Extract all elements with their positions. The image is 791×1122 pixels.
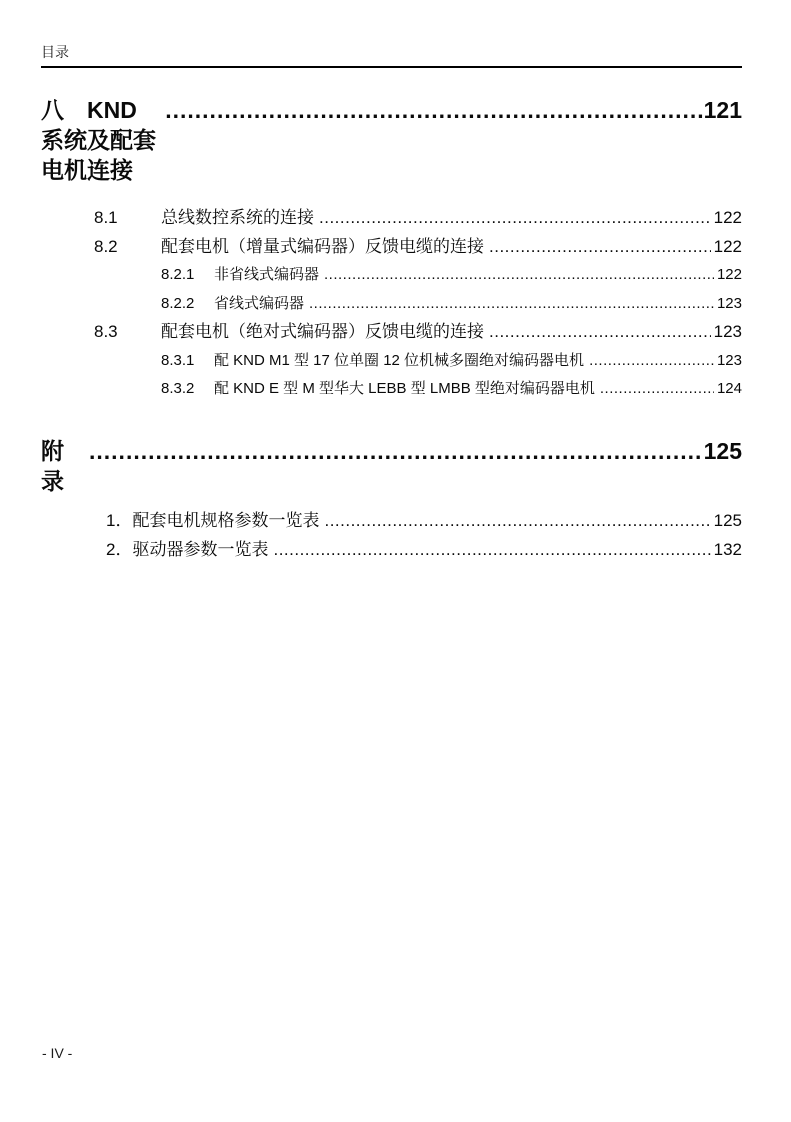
dot-leader [600,375,714,404]
footer-page-label: - IV - [42,1045,73,1061]
toc-entry-row [41,318,742,347]
dot-leader [273,535,710,565]
dot-leader [489,318,711,347]
entry-number: 8.2.2 [161,294,195,312]
dot-leader [89,436,703,466]
toc-subentry-row [41,375,742,404]
entry-number: 8.3.1 [161,351,195,369]
page-footer [42,1044,72,1062]
entry-title: 非省线式编码器 [214,266,320,283]
entry-title: 省线式编码器 [214,294,305,312]
toc-entry-row [41,233,742,262]
entry-number: 2． [106,540,133,559]
chapter-page-number: 125 [703,437,742,464]
toc-subentry-row [41,290,742,319]
entry-page-number: 132 [713,540,742,559]
entry-number: 8.2.1 [161,266,195,283]
entry-title: 配套电机规格参数一览表 [132,510,320,530]
entry-number: 8.3 [94,322,118,341]
chapter-title: 八 KND 系统及配套电机连接 [41,97,156,183]
entry-title: 总线数控系统的连接 [161,208,314,227]
toc-appendix-entry-row [41,506,742,536]
entry-page-number: 122 [716,266,742,283]
entry-number: 8.3.2 [161,380,195,397]
toc-chapter-row-appendix [41,436,742,496]
toc-subentry-row [41,261,742,290]
entry-page-number: 122 [713,208,742,227]
dot-leader [324,506,710,536]
dot-leader [309,290,714,319]
toc-appendix-entry-row [41,535,742,565]
page-header [41,44,742,68]
dot-leader [589,347,714,376]
entry-page-number: 125 [713,510,742,530]
dot-leader [489,233,711,262]
entry-title: 配套电机（增量式编码器）反馈电缆的连接 [161,236,484,256]
toc-subentry-row [41,347,742,376]
entry-page-number: 122 [713,236,742,256]
entry-number: 8.1 [94,208,118,227]
toc-entries-appendix [41,506,742,565]
chapter-page-number: 121 [703,97,742,123]
toc-entries-chapter-8 [41,204,742,404]
chapter-title: 附 录 [41,437,87,494]
entry-number: 1． [106,510,133,530]
entry-title: 配套电机（绝对式编码器）反馈电缆的连接 [161,322,484,341]
dot-leader [165,95,702,125]
entry-page-number: 124 [716,380,742,397]
dot-leader [324,261,714,290]
toc-chapter-row [41,95,742,185]
entry-title: 配 KND M1 型 17 位单圈 12 位机械多圈绝对编码器电机 [214,351,585,369]
entry-page-number: 123 [713,322,742,341]
dot-leader [319,204,711,233]
entry-page-number: 123 [716,351,742,369]
entry-title: 配 KND E 型 M 型华大 LEBB 型 LMBB 型绝对编码器电机 [214,380,595,397]
entry-page-number: 123 [716,294,742,312]
toc-entry-row [41,204,742,233]
entry-title: 驱动器参数一览表 [132,540,269,559]
entry-number: 8.2 [94,236,118,256]
header-title: 目录 [41,44,69,60]
